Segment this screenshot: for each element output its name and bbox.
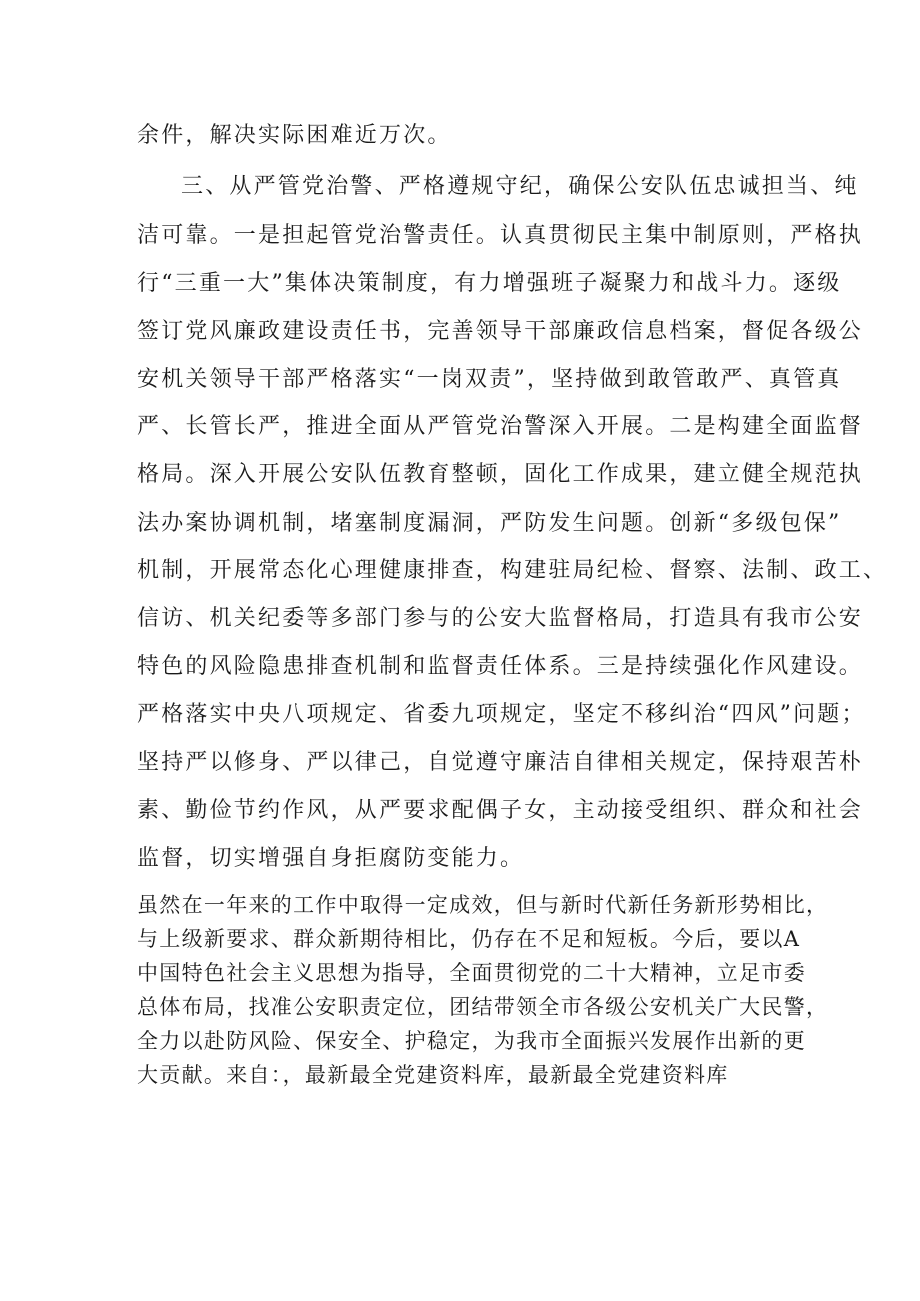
paragraph-line: 监督，切实增强自身拒腐防变能力。	[137, 846, 525, 871]
paragraph-line: 行“三重一大”集体决策制度，有力增强班子凝聚力和战斗力。逐级	[137, 271, 842, 296]
paragraph-line: 严格落实中央八项规定、省委九项规定，坚定不移纠治“四风”问题；	[137, 702, 866, 727]
paragraph-line: 严、长管长严，推进全面从严管党治警深入开展。二是构建全面监督	[137, 414, 864, 439]
paragraph-line: 特色的风险隐患排查机制和监督责任体系。三是持续强化作风建设。	[137, 654, 864, 679]
paragraph-line: 三、从严管党治警、严格遵规守纪，确保公安队伍忠诚担当、纯	[181, 174, 859, 199]
paragraph-line: 信访、机关纪委等多部门参与的公安大监督格局，打造具有我市公安	[137, 606, 864, 631]
paragraph-line: 全力以赴防风险、保安全、护稳定，为我市全面振兴发展作出新的更	[137, 1029, 806, 1053]
paragraph-line: 总体布局，找准公安职责定位，团结带领全市各级公安机关广大民警，	[137, 995, 829, 1019]
paragraph-line: 坚持严以修身、严以律己，自觉遵守廉洁自律相关规定，保持艰苦朴	[137, 750, 864, 775]
paragraph-line: 签订党风廉政建设责任书，完善领导干部廉政信息档案，督促各级公	[137, 319, 864, 344]
paragraph-line: 机制，开展常态化心理健康排查，构建驻局纪检、督察、法制、政工、	[137, 558, 888, 583]
paragraph-line: 素、勤俭节约作风，从严要求配偶子女，主动接受组织、群众和社会	[137, 798, 864, 823]
paragraph-line: 格局。深入开展公安队伍教育整顿，固化工作成果，建立健全规范执	[137, 462, 864, 487]
paragraph-line: 余件，解决实际困难近万次。	[137, 123, 452, 148]
paragraph-line: 与上级新要求、群众新期待相比，仍存在不足和短板。今后，要以A	[137, 927, 801, 951]
paragraph-line: 虽然在一年来的工作中取得一定成效，但与新时代新任务新形势相比，	[137, 893, 829, 917]
paragraph-line: 洁可靠。一是担起管党治警责任。认真贯彻民主集中制原则，严格执	[137, 223, 864, 248]
paragraph-line: 大贡献。来自：，最新最全党建资料库，最新最全党建资料库	[137, 1063, 729, 1087]
paragraph-line: 安机关领导干部严格落实“一岗双责”，坚持做到敢管敢严、真管真	[137, 367, 842, 392]
paragraph-line: 中国特色社会主义思想为指导，全面贯彻党的二十大精神，立足市委	[137, 961, 806, 985]
paragraph-line: 法办案协调机制，堵塞制度漏洞，严防发生问题。创新“多级包保”	[137, 511, 842, 536]
